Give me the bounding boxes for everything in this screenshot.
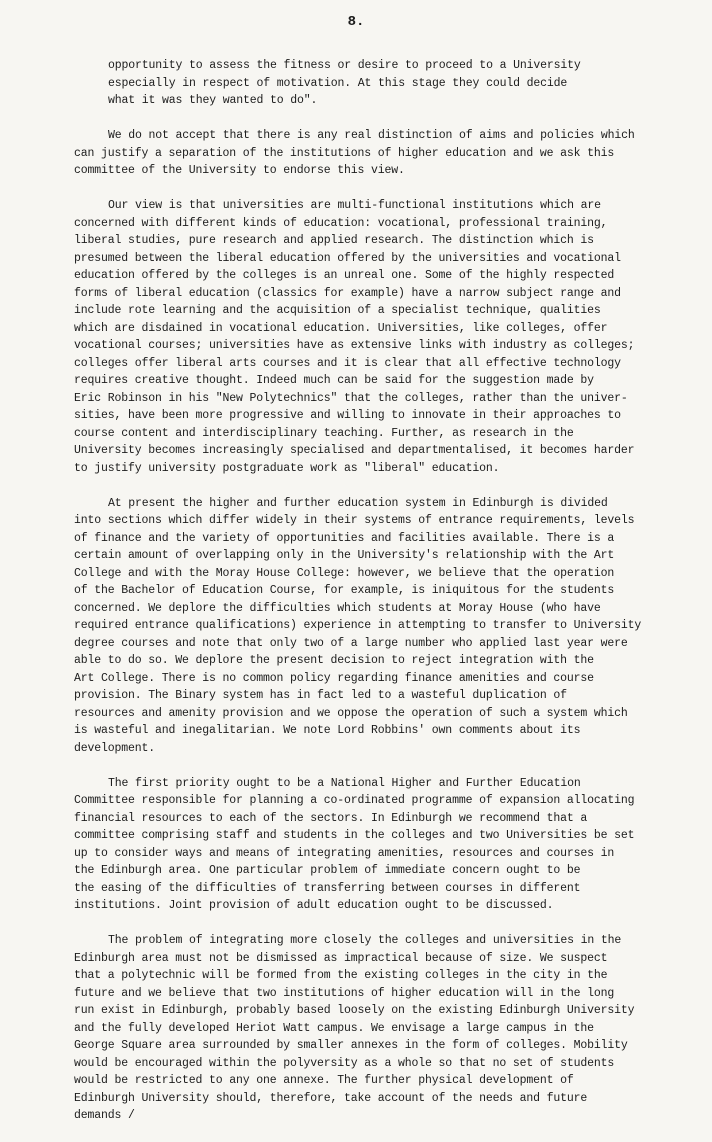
text-line: that a polytechnic will be formed from the existing colleges in the city in the xyxy=(74,969,608,982)
text-line: Eric Robinson in his "New Polytechnics" that the colleges, rather than the univer- xyxy=(74,391,628,405)
text-line: committee comprising staff and students in the colleges and two Universities be set xyxy=(74,829,635,842)
text-line: Art College. There is no common policy regarding finance amenities and course xyxy=(74,671,594,685)
text-line: especially in respect of motivation. At this stage they could decide xyxy=(108,76,568,90)
text-line: can justify a separation of the institutions of higher education and we ask this xyxy=(74,146,615,160)
text-line: development. xyxy=(74,741,156,755)
text-line: demands / xyxy=(74,1109,135,1122)
quote-continuation xyxy=(74,57,686,110)
text-line: presumed between the liberal education offered by the universities and vocational xyxy=(74,251,621,265)
text-line: sities, have been more progressive and willing to innovate in their approaches to xyxy=(74,409,621,422)
text-line: provision. The Binary system has in fact led to a wasteful duplication of xyxy=(74,689,567,702)
text-line: include rote learning and the acquisition of a specialist technique, qualities xyxy=(74,304,601,317)
paragraph-first-priority xyxy=(74,775,686,915)
text-line: up to consider ways and means of integrating amenities, resources and courses in xyxy=(74,846,615,860)
text-line: would be encouraged within the polyversity as a whole so that no set of students xyxy=(74,1056,615,1070)
text-line: concerned. We deplore the difficulties which students at Moray House (who have xyxy=(74,601,601,615)
paragraph-multi-functional xyxy=(74,197,686,477)
text-line: of finance and the variety of opportunities and facilities available. There is a xyxy=(74,531,615,545)
text-line: At present the higher and further education system in Edinburgh is divided xyxy=(108,496,608,510)
text-line: degree courses and note that only two of a large number who applied last year were xyxy=(74,636,628,650)
text-line: what it was they wanted to do". xyxy=(108,94,318,107)
text-line: concerned with different kinds of education: vocational, professional training, xyxy=(74,216,608,230)
text-line: Edinburgh area must not be dismissed as impractical because of size. We suspect xyxy=(74,951,608,965)
paragraph-aims xyxy=(74,127,686,180)
text-line: opportunity to assess the fitness or desire to proceed to a University xyxy=(108,59,581,72)
text-line: colleges offer liberal arts courses and it is clear that all effective technology xyxy=(74,356,621,370)
text-line: Committee responsible for planning a co-ordinated programme of expansion allocating xyxy=(74,794,635,807)
text-line: run exist in Edinburgh, probably based loosely on the existing Edinburgh University xyxy=(74,1004,635,1017)
text-line: future and we believe that two institutions of higher education will in the long xyxy=(74,986,615,1000)
text-line: institutions. Joint provision of adult education ought to be discussed. xyxy=(74,899,554,912)
paragraph-edinburgh-system xyxy=(74,495,686,758)
text-line: financial resources to each of the sectors. In Edinburgh we recommend that a xyxy=(74,811,588,825)
text-line: committee of the University to endorse this view. xyxy=(74,164,405,177)
text-line: certain amount of overlapping only in the University's relationship with the Art xyxy=(74,549,615,562)
text-line: The problem of integrating more closely the colleges and universities in the xyxy=(108,934,622,947)
text-line: into sections which differ widely in their systems of entrance requirements, levels xyxy=(74,514,635,527)
text-line: would be restricted to any one annexe. The further physical development of xyxy=(74,1074,574,1087)
text-line: resources and amenity provision and we oppose the operation of such a system which xyxy=(74,706,628,720)
text-line: of the Bachelor of Education Course, for example, is iniquitous for the students xyxy=(74,584,615,597)
text-line: College and with the Moray House College: however, we believe that the operation xyxy=(74,566,615,580)
text-line: the Edinburgh area. One particular problem of immediate concern ought to be xyxy=(74,864,581,877)
text-line: forms of liberal education (classics for example) have a narrow subject range and xyxy=(74,286,621,300)
text-line: vocational courses; universities have as extensive links with industry as colleges; xyxy=(74,339,635,352)
text-line: Edinburgh University should, therefore, take account of the needs and future xyxy=(74,1091,588,1105)
text-line: George Square area surrounded by smaller annexes in the form of colleges. Mobility xyxy=(74,1039,628,1052)
text-line: education offered by the colleges is an unreal one. Some of the highly respected xyxy=(74,269,615,282)
text-line: course content and interdisciplinary teaching. Further, as research in the xyxy=(74,426,574,440)
text-line: able to do so. We deplore the present decision to reject integration with the xyxy=(74,654,594,667)
text-line: Our view is that universities are multi-functional institutions which are xyxy=(108,199,601,212)
document-body xyxy=(74,57,686,1142)
text-line: the easing of the difficulties of transferring between courses in different xyxy=(74,881,581,895)
paragraph-integration xyxy=(74,932,686,1125)
text-line: is wasteful and inegalitarian. We note Lord Robbins' own comments about its xyxy=(74,724,581,737)
text-line: University becomes increasingly specialised and departmentalised, it becomes harder xyxy=(74,444,635,457)
text-line: required entrance qualifications) experience in attempting to transfer to University xyxy=(74,619,642,632)
text-line: The first priority ought to be a National Higher and Further Education xyxy=(108,776,581,790)
text-line: We do not accept that there is any real distinction of aims and policies which xyxy=(108,129,635,142)
text-line: which are disdained in vocational education. Universities, like colleges, offer xyxy=(74,321,608,335)
text-line: to justify university postgraduate work as "liberal" education. xyxy=(74,461,500,475)
text-line: requires creative thought. Indeed much can be said for the suggestion made by xyxy=(74,374,594,387)
page-number: 8. xyxy=(347,14,365,30)
text-line: and the fully developed Heriot Watt campus. We envisage a large campus in the xyxy=(74,1021,594,1035)
text-line: liberal studies, pure research and applied research. The distinction which is xyxy=(74,234,594,247)
